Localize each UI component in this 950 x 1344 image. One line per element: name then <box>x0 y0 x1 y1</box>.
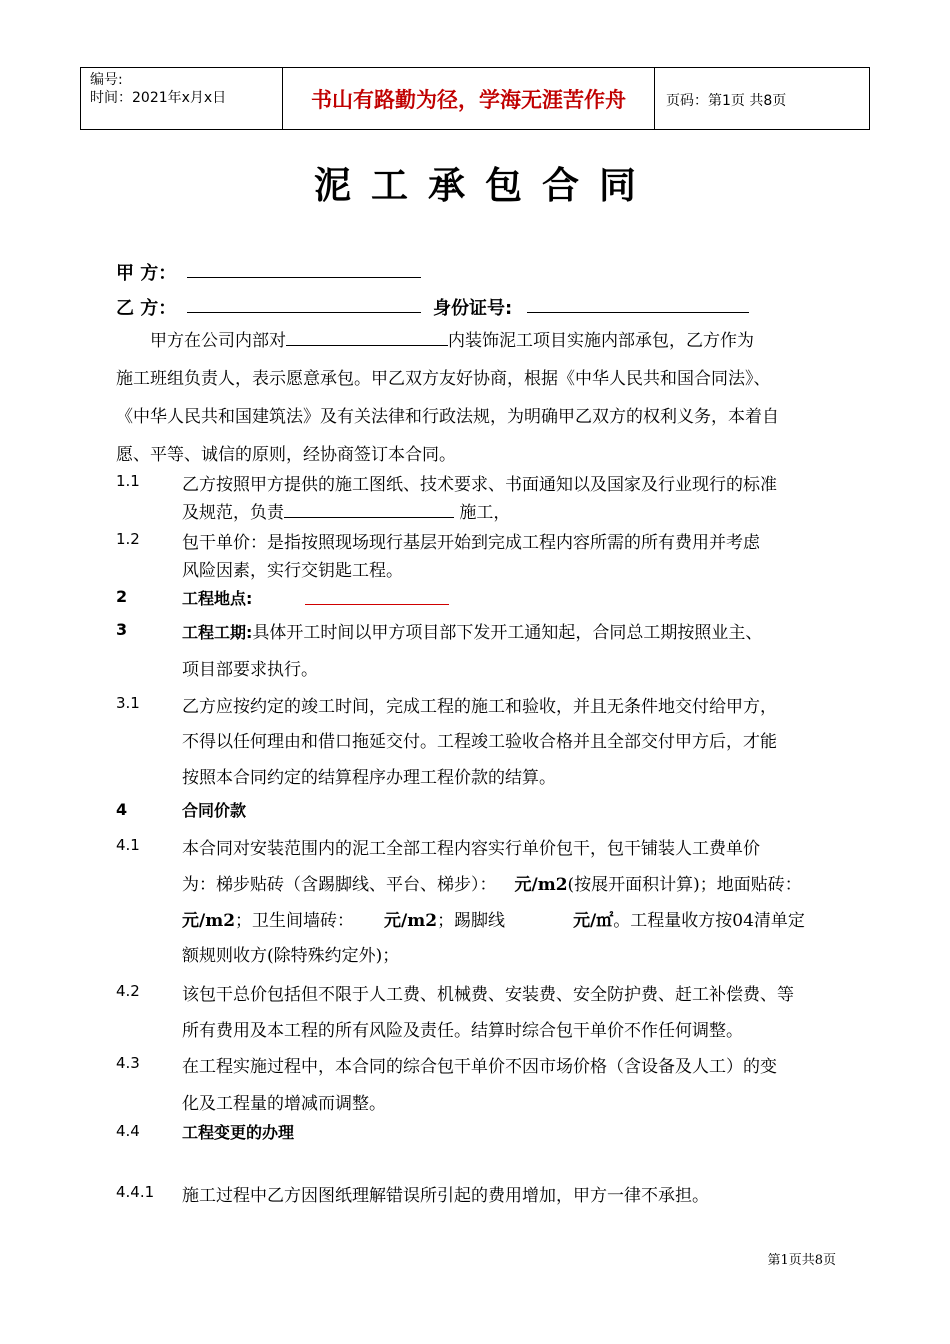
clause-3-1-line-3: 按照本合同约定的结算程序办理工程价款的结算。 <box>182 768 556 788</box>
unit-text: 元/m2 <box>514 875 568 895</box>
site-blank <box>305 604 449 605</box>
header-meta <box>90 71 226 107</box>
clause-number: 3.1 <box>116 694 140 712</box>
party-a-blank <box>187 277 421 278</box>
party-b-label: 乙 方： <box>116 298 177 319</box>
clause-3-1-line-2: 不得以任何理由和借口拖延交付。工程竣工验收合格并且全部交付甲方后，才能 <box>182 732 777 752</box>
clause-4-2-line-2: 所有费用及本工程的所有风险及责任。结算时综合包干单价不作任何调整。 <box>182 1021 743 1041</box>
document-title: 泥工承包合同 <box>314 164 656 207</box>
clause-number: 4 <box>116 800 128 819</box>
clause-number: 1.2 <box>116 530 140 548</box>
time-label: 时间：2021年x月x日 <box>90 90 227 106</box>
clause-1-2-line-1: 包干单价：是指按照现场现行基层开始到完成工程内容所需的所有费用并考虑 <box>182 533 760 553</box>
clause-text: 施工， <box>459 503 511 523</box>
clause-4-1-line-2 <box>182 870 802 895</box>
clause-number: 1.1 <box>116 472 140 490</box>
unit-text: 元/㎡ <box>573 911 614 931</box>
clause-2-title: 工程地点: <box>182 589 253 608</box>
clause-4-3-line-2: 化及工程量的增减而调整。 <box>182 1094 386 1114</box>
clause-3-line-1 <box>182 618 762 643</box>
clause-text: 为：梯步贴砖（含踢脚线、平台、梯步）： <box>182 875 497 895</box>
intro-line-3: 《中华人民共和国建筑法》及有关法律和行政法规，为明确甲乙双方的权利义务，本着自 <box>116 407 779 427</box>
header-divider <box>80 68 81 129</box>
clause-4-1-line-3 <box>182 906 805 931</box>
clause-4-2-line-1: 该包干总价包括但不限于人工费、机械费、安装费、安全防护费、赶工补偿费、等 <box>182 985 794 1005</box>
clause-4-1-line-4: 额规则收方(除特殊约定外)； <box>182 946 400 966</box>
header-page-info: 页码：第1页 共8页 <box>666 93 787 109</box>
clause-text: 具体开工时间以甲方项目部下发开工通知起，合同总工期按照业主、 <box>252 623 763 643</box>
clause-number: 4.4.1 <box>116 1183 155 1201</box>
unit-text: 元/m2 <box>384 911 438 931</box>
clause-number: 2 <box>116 587 128 606</box>
intro-text: 甲方在公司内部对 <box>150 331 286 351</box>
clause-text: 。工程量收方按04清单定 <box>613 911 805 931</box>
clause-3-line-2: 项目部要求执行。 <box>182 660 318 680</box>
page-footer: 第1页共8页 <box>767 1253 836 1268</box>
intro-line-1 <box>150 326 754 351</box>
clause-4-3-line-1: 在工程实施过程中，本合同的综合包干单价不因市场价格（含设备及人工）的变 <box>182 1057 777 1077</box>
clause-number: 4.3 <box>116 1054 140 1072</box>
clause-3-1-line-1: 乙方应按约定的竣工时间，完成工程的施工和验收，并且无条件地交付给甲方， <box>182 697 777 717</box>
clause-1-2-line-2: 风险因素，实行交钥匙工程。 <box>182 561 403 581</box>
clause-4-4-title: 工程变更的办理 <box>182 1123 295 1142</box>
party-a-label: 甲 方： <box>116 263 177 284</box>
clause-4-title: 合同价款 <box>182 801 247 820</box>
clause-text: 及规范，负责 <box>182 503 284 523</box>
id-number-label: 身份证号: <box>433 298 513 319</box>
intro-text: 内装饰泥工项目实施内部承包，乙方作为 <box>448 331 754 351</box>
clause-text: ；卫生间墙砖： <box>235 911 355 931</box>
clause-text: ；踢脚线 <box>437 911 506 931</box>
scope-blank <box>284 501 454 518</box>
clause-number: 4.2 <box>116 982 140 1000</box>
party-b-blank <box>187 312 421 313</box>
header-divider <box>869 68 870 129</box>
intro-line-4: 愿、平等、诚信的原则，经协商签订本合同。 <box>116 445 456 465</box>
id-number-blank <box>527 312 749 313</box>
header-divider <box>654 68 655 129</box>
page-header <box>80 67 870 130</box>
clause-3-title: 工程工期: <box>182 623 253 642</box>
serial-label: 编号: <box>90 72 123 88</box>
clause-4-4-1-line-1: 施工过程中乙方因图纸理解错误所引起的费用增加，甲方一律不承担。 <box>182 1186 709 1206</box>
header-motto: 书山有路勤为径，学海无涯苦作舟 <box>311 87 626 112</box>
clause-1-1-line-2 <box>182 498 510 523</box>
clause-number: 4.4 <box>116 1122 140 1140</box>
intro-line-2: 施工班组负责人，表示愿意承包。甲乙双方友好协商，根据《中华人民共和国合同法》、 <box>116 369 771 389</box>
unit-text: 元/m2 <box>182 911 236 931</box>
project-blank <box>286 329 448 346</box>
clause-1-1-line-1: 乙方按照甲方提供的施工图纸、技术要求、书面通知以及国家及行业现行的标准 <box>182 475 777 495</box>
clause-4-1-line-1: 本合同对安装范围内的泥工全部工程内容实行单价包干，包干铺装人工费单价 <box>182 839 760 859</box>
clause-text: (按展开面积计算)；地面贴砖： <box>567 875 802 895</box>
clause-number: 4.1 <box>116 836 140 854</box>
clause-number: 3 <box>116 620 128 639</box>
